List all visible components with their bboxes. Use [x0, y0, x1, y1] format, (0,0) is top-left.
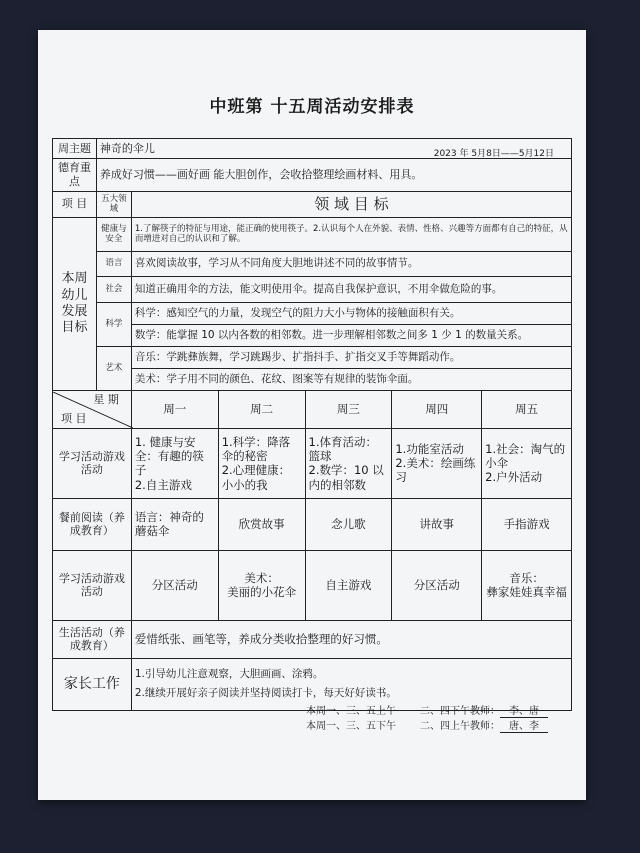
- footer-2-right: 二、四上午教师：: [420, 721, 500, 732]
- footer-1-left: 本周一、三、五上午: [306, 706, 396, 717]
- item-header: 项 目: [53, 191, 97, 217]
- dev-goal-label: 本周幼儿发展目标: [53, 217, 97, 390]
- footer-1-names: 李、唐: [500, 702, 548, 718]
- cell-wed-reading: 念儿歌: [305, 498, 392, 550]
- footer-2-left: 本周一、三、五下午: [306, 721, 396, 732]
- social-label: 社会: [96, 276, 131, 302]
- social-goal: 知道正确用伞的方法，能文明使用伞。提高自我保护意识，不用伞做危险的事。: [131, 276, 571, 302]
- life-label: 生活活动（养成教育）: [53, 620, 132, 658]
- science-label: 科学: [96, 302, 131, 346]
- page-title: 中班第 十五周活动安排表: [209, 97, 415, 117]
- cell-tue-reading: 欣赏故事: [218, 498, 305, 550]
- cell-wed-learning: 1.体育活动：篮球 2.数学：10 以内的相邻数: [305, 428, 392, 498]
- art-label: 艺术: [96, 346, 131, 390]
- row-label-learning-1: 学习活动游戏活动: [53, 428, 132, 498]
- domain-goal-header: 领 域 目 标: [131, 191, 571, 217]
- row-label-learning-2: 学习活动游戏活动: [53, 550, 132, 620]
- diagonal-header: [53, 390, 132, 428]
- parent-item-1: 1.引导幼儿注意观察，大胆画画、涂鸦。: [134, 668, 324, 681]
- cell-tue-afternoon: 美术： 美丽的小花伞: [218, 550, 305, 620]
- day-header-fri: 周五: [482, 390, 572, 428]
- language-label: 语言: [96, 251, 131, 276]
- health-label: 健康与安全: [96, 217, 131, 251]
- math-goal: 数学：能掌握 10 以内各数的相邻数。进一步理解相邻数之间多 1 少 1 的数量关系。: [131, 324, 571, 346]
- cell-fri-learning: 1.社会：淘气的小伞 2.户外活动: [482, 428, 572, 498]
- cell-mon-reading: 语言：神奇的蘑菇伞: [131, 498, 218, 550]
- day-header-wed: 周三: [305, 390, 392, 428]
- life-value: 爱惜纸张、画笔等，养成分类收拾整理的好习惯。: [131, 620, 571, 658]
- cell-fri-reading: 手指游戏: [482, 498, 572, 550]
- cell-mon-learning: 1. 健康与安全：有趣的筷子 2.自主游戏: [131, 428, 218, 498]
- schedule-table: [52, 138, 572, 711]
- footer-2-names: 唐、李: [500, 717, 548, 733]
- science-goal: 科学：感知空气的力量，发现空气的阻力大小与物体的接触面积有关。: [131, 302, 571, 324]
- parent-label: 家长工作: [53, 658, 132, 710]
- cell-thu-afternoon: 分区活动: [392, 550, 482, 620]
- week-label: 星 期: [93, 393, 119, 407]
- cell-thu-learning: 1.功能室活动 2.美术：绘画练习: [392, 428, 482, 498]
- date-range: 2023 年 5月8日——5月12日: [433, 149, 554, 159]
- theme-value: 神奇的伞儿: [96, 139, 571, 159]
- theme-label: 周主题: [53, 139, 97, 159]
- day-header-tue: 周二: [218, 390, 305, 428]
- five-domains-header: 五大领域: [96, 191, 131, 217]
- item-label: 项 目: [61, 411, 87, 425]
- day-header-thu: 周四: [392, 390, 482, 428]
- music-goal: 音乐：学跳彝族舞，学习跳踢步、扩指抖手、扩指交叉手等舞蹈动作。: [131, 346, 571, 368]
- language-goal: 喜欢阅读故事，学习从不同角度大胆地讲述不同的故事情节。: [131, 251, 571, 276]
- footer-1-right: 二、四下午教师：: [420, 706, 500, 717]
- moral-label: 德育重点: [53, 159, 97, 192]
- health-goal: 1.了解筷子的特征与用途，能正确的使用筷子。2.认识每个人在外貌、表情、性格、兴趣等方面都有自己的特征，从而增进对自己的认识和了解。: [131, 217, 571, 251]
- parent-item-2: 2.继续开展好亲子阅读并坚持阅读打卡，每天好好读书。: [134, 687, 397, 700]
- day-header-mon: 周一: [131, 390, 218, 428]
- cell-wed-afternoon: 自主游戏: [305, 550, 392, 620]
- moral-value: 养成好习惯——画好画 能大胆创作，会收拾整理绘画材料、用具。: [96, 159, 571, 192]
- fine-art-goal: 美术：学子用不同的颜色、花纹、图案等有规律的装饰伞面。: [131, 368, 571, 390]
- row-label-reading: 餐前阅读（养成教育）: [53, 498, 132, 550]
- cell-thu-reading: 讲故事: [392, 498, 482, 550]
- cell-fri-afternoon: 音乐： 彝家娃娃真幸福: [482, 550, 572, 620]
- cell-mon-afternoon: 分区活动: [131, 550, 218, 620]
- schedule-sheet: [38, 30, 586, 800]
- cell-tue-learning: 1.科学：降落伞的秘密 2.心理健康：小小的我: [218, 428, 305, 498]
